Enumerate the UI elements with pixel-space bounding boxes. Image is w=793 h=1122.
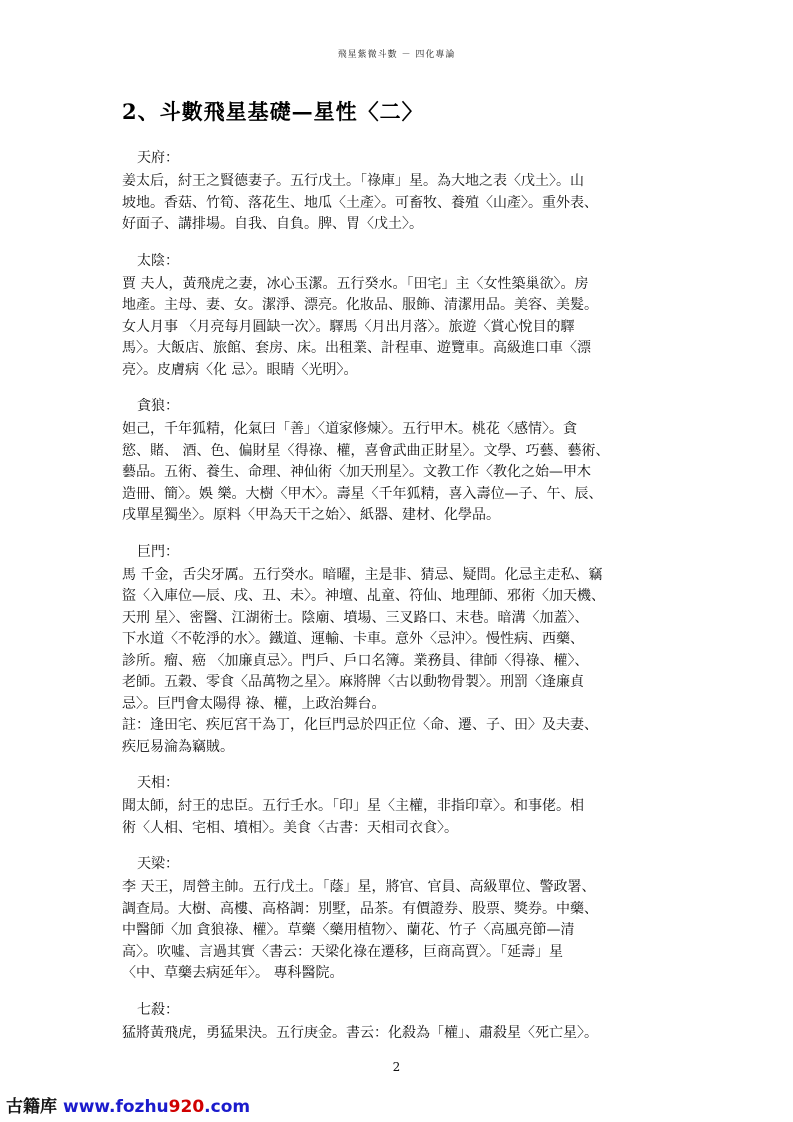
section-tianfu <box>122 148 682 236</box>
text-line: 高〉。吹噓、言過其實〈書云：天梁化祿在遷移，巨商高賈〉。「延壽」星 <box>122 943 563 960</box>
text-line: 造冊、簡〉。娛 樂。大樹〈甲木〉。壽星〈千年狐精，喜入壽位—子、午、辰、 <box>122 485 603 502</box>
text-line: 〈中、草藥去病延年〉。 專科醫院。 <box>122 965 344 981</box>
watermark-url-prefix: www.fozhu <box>63 1097 169 1117</box>
text-line: 馬 千金，舌尖牙厲。五行癸水。暗曜，主是非、猜忌、疑問。化忌主走私、竊 <box>122 566 603 583</box>
text-line: 診所。瘤、癌 〈加廉貞忌〉。門戶、戶口名簿。業務員、律師〈得祿、權〉、 <box>122 652 589 669</box>
text-line: 李 天王，周營主帥。五行戊土。「蔭」星，將官、官員、高級單位、警政署、 <box>122 879 596 895</box>
text-line: 老師。五穀、零食〈品萬物之星〉。麻將牌〈古以動物骨製〉。刑罰〈逢廉貞 <box>122 674 584 690</box>
watermark-site-name: 古籍库 <box>6 1097 57 1117</box>
section-heading: 巨門： <box>137 543 179 560</box>
section-tianliang <box>122 854 682 985</box>
text-line: 妲己，千年狐精，化氣曰「善」〈道家修煉〉。五行甲木。桃花〈感情〉。貪 <box>122 421 577 437</box>
main-content <box>122 148 682 1059</box>
text-line: 坡地。香菇、竹筍、落花生、地瓜〈土產〉。可畜牧、養殖〈山產〉。重外表、 <box>122 194 598 211</box>
text-line: 疾厄易淪為竊賊。 <box>122 738 234 755</box>
text-line: 藝品。五術、養生、命理、神仙術〈加天刑星〉。文教工作〈教化之始—甲木 <box>122 464 591 480</box>
text-line: 戌單星獨坐〉。原料〈甲為天干之始〉、紙器、建材、化學品。 <box>122 507 500 523</box>
watermark-url-suffix: .com <box>204 1097 251 1117</box>
text-line: 註：逢田宅、疾厄宮干為丁，化巨門忌於四正位〈命、遷、子、田〉及夫妻、 <box>122 717 598 733</box>
text-line: 慾、賭、 酒、色、偏財星〈得祿、權，喜會武曲正財星〉。文學、巧藝、藝術、 <box>122 442 610 459</box>
section-heading: 七殺： <box>137 1001 179 1018</box>
text-line: 調查局。大樹、高樓、高格調：別墅，品茶。有價證券、股票、獎券。中藥、 <box>122 900 598 917</box>
text-line: 下水道〈不乾淨的水〉。鐵道、運輸、卡車。意外〈忌沖〉。慢性病、西藥、 <box>122 631 584 647</box>
section-heading: 天梁： <box>137 856 179 872</box>
text-line: 姜太后，紂王之賢德妻子。五行戊土。「祿庫」星。為大地之表〈戊土〉。山 <box>122 173 584 189</box>
text-line: 忌〉。巨門會太陽得 祿、權，上政治舞台。 <box>122 695 386 712</box>
section-heading: 貪狼： <box>137 398 179 414</box>
section-heading: 天相： <box>137 775 179 791</box>
page-number: 2 <box>392 1060 401 1074</box>
section-heading: 太陰： <box>137 252 179 269</box>
text-line: 亮〉。皮膚病〈化 忌〉。眼睛〈光明〉。 <box>122 361 358 378</box>
running-header: 飛星紫微斗數 － 四化專論 <box>337 50 456 60</box>
page-title: 2、斗數飛星基礎—星性〈二〉 <box>122 99 424 124</box>
text-line: 女人月事 〈月亮每月圓缺一次〉。驛馬〈月出月落〉。旅遊〈賞心悅目的驛 <box>122 318 575 335</box>
section-heading: 天府： <box>137 150 179 166</box>
text-line: 術〈人相、宅相、墳相〉。美食〈古書：天相司衣食〉。 <box>122 819 458 836</box>
text-line: 中醫師〈加 貪狼祿、權〉。草藥〈藥用植物〉、蘭花、竹子〈高風亮節—清 <box>122 922 575 938</box>
text-line: 盜〈入庫位—辰、戌、丑、未〉。神壇、乩童、符仙、地理師、邪術〈加天機、 <box>122 588 605 604</box>
text-line: 賈 夫人，黃飛虎之妻，冰心玉潔。五行癸水。「田宅」主〈女性築巢欲〉。房 <box>122 275 589 292</box>
text-line: 地產。主母、妻、女。潔淨、漂亮。化妝品、服飾、清潔用品。美容、美髮。 <box>122 297 598 313</box>
text-line: 天刑 星〉、密醫、江湖術士。陰廟、墳場、三叉路口、末巷。暗溝〈加蓋〉、 <box>122 609 589 626</box>
text-line: 馬〉。大飯店、旅館、套房、床。出租業、計程車、遊覽車。高級進口車〈漂 <box>122 340 591 356</box>
watermark-url-number: 920 <box>168 1097 205 1117</box>
section-jumen <box>122 542 682 759</box>
section-qisha <box>122 1000 682 1045</box>
section-taiyin <box>122 251 682 382</box>
text-line: 好面子、講排場。自我、自負。脾、胃〈戊土〉。 <box>122 216 423 232</box>
text-line: 聞太師，紂王的忠臣。五行壬水。「印」星〈主權，非指印章〉。和事佬。相 <box>122 798 584 814</box>
text-line: 猛將黃飛虎，勇猛果決。五行庚金。書云：化殺為「權」、肅殺星〈死亡星〉。 <box>122 1024 598 1041</box>
section-tanlang <box>122 396 682 527</box>
section-tianxiang <box>122 773 682 839</box>
site-watermark <box>6 1092 250 1117</box>
